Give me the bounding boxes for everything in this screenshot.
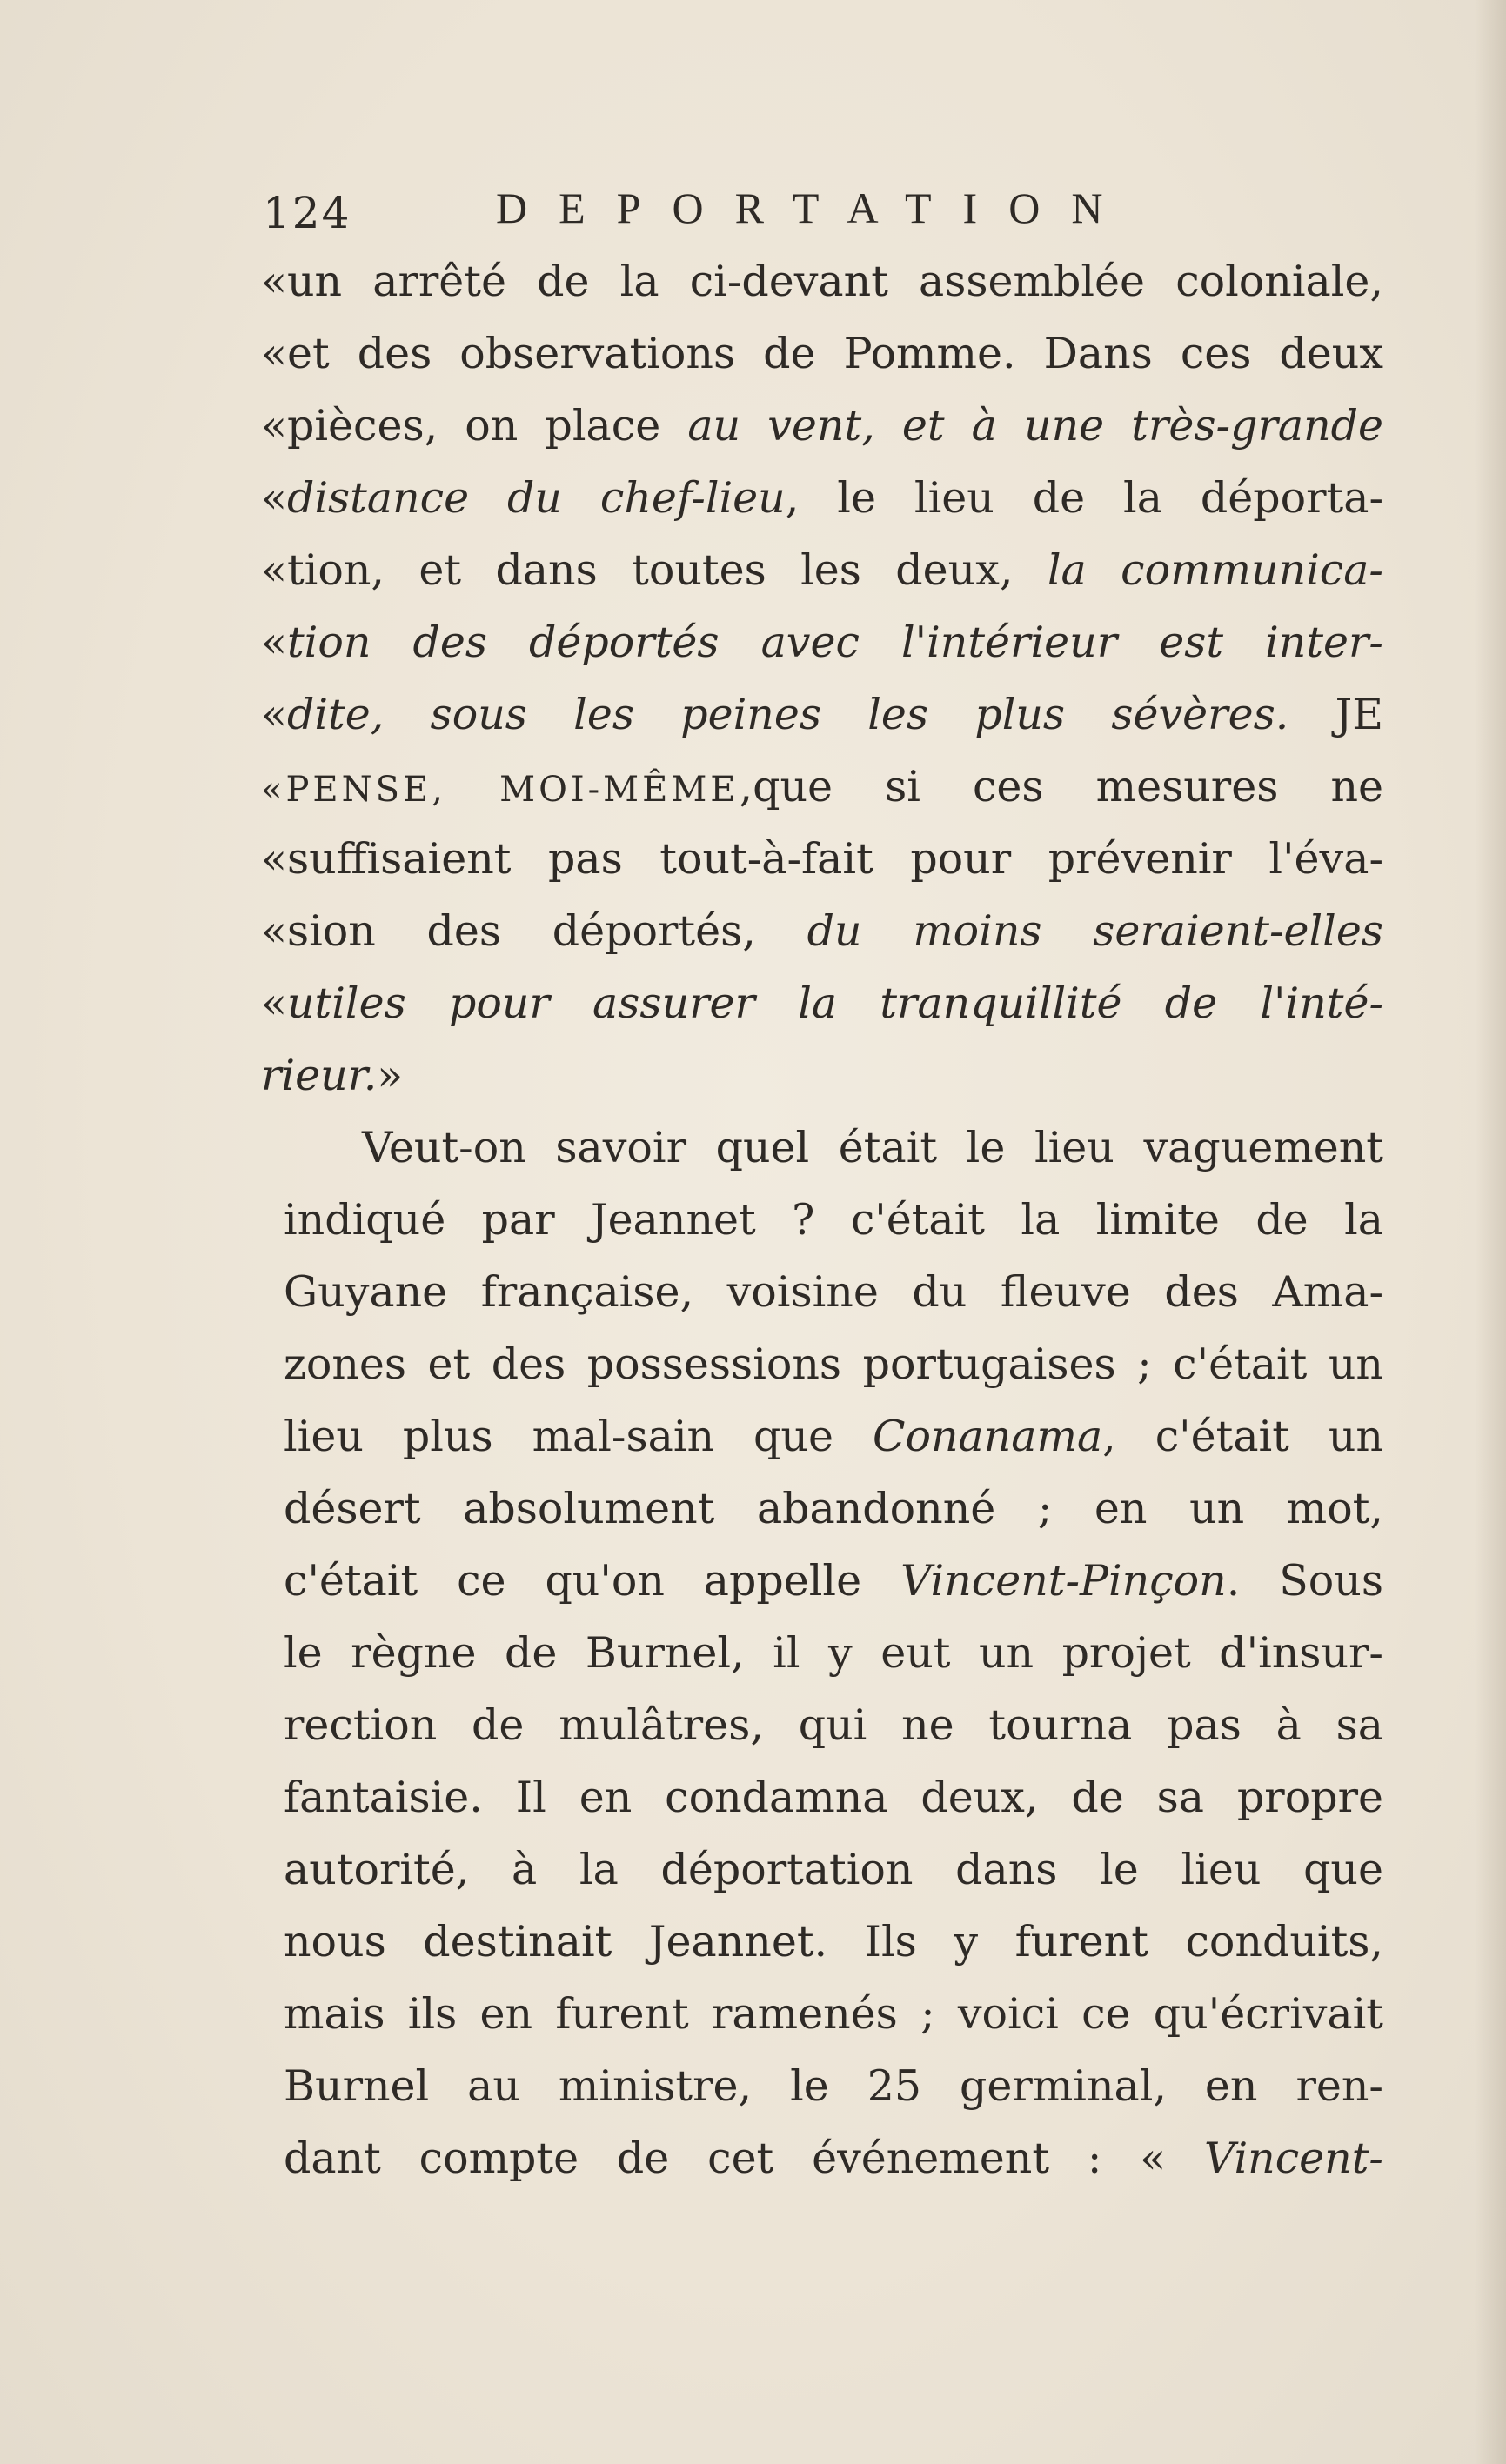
text-span: JE — [1288, 690, 1383, 739]
text-span: zones et des possessions portugaises ; c'était un — [284, 1339, 1383, 1389]
text-line — [261, 1906, 1383, 1978]
italic-span: Vincent- — [1203, 2133, 1383, 2183]
text-line — [261, 1472, 1383, 1545]
text-span: Veut-on savoir quel était le lieu vaguement — [362, 1123, 1383, 1172]
text-span: dant compte de cet événement : « — [284, 2133, 1204, 2183]
text-span: «pièces, on place — [261, 401, 688, 451]
text-span: . Sous — [1226, 1556, 1383, 1606]
text-span: , c'était un — [1102, 1412, 1383, 1461]
text-span: «suffisaient pas tout-à-fait pour prévenir l'éva- — [261, 834, 1383, 884]
italic-span: la communica- — [1047, 545, 1383, 595]
text-line — [261, 1112, 1383, 1184]
text-line — [261, 1617, 1383, 1689]
text-line — [261, 1545, 1383, 1617]
text-line — [261, 2050, 1383, 2122]
italic-span: Conanama — [872, 1412, 1103, 1461]
text-line — [261, 678, 1383, 751]
text-line — [261, 895, 1383, 967]
text-span: , le lieu de la déporta- — [785, 473, 1383, 523]
text-span: autorité, à la déportation dans le lieu que — [284, 1845, 1383, 1894]
text-span: «et des observations de Pomme. Dans ces deux — [261, 329, 1383, 378]
running-header — [263, 183, 1385, 252]
text-line — [261, 1184, 1383, 1256]
italic-span: tion des déportés avec l'intérieur est inter- — [286, 618, 1383, 667]
text-line — [261, 317, 1383, 390]
text-span: «tion, et dans toutes les deux, — [261, 545, 1048, 595]
text-line — [261, 245, 1383, 317]
text-line — [261, 1761, 1383, 1833]
text-span: désert absolument abandonné ; en un mot, — [284, 1484, 1383, 1533]
text-span: fantaisie. Il en condamna deux, de sa propre — [284, 1773, 1383, 1822]
text-span: « — [261, 473, 287, 523]
text-span: lieu plus mal-sain que — [284, 1412, 873, 1461]
text-span: rection de mulâtres, qui ne tourna pas à sa — [284, 1700, 1383, 1750]
text-line — [261, 390, 1383, 462]
text-span: nous destinait Jeannet. Ils y furent conduits, — [284, 1917, 1383, 1967]
text-span: « — [261, 618, 287, 667]
text-line — [261, 462, 1383, 534]
text-line — [261, 1833, 1383, 1906]
italic-span: dite, sous les peines les plus sévères. — [286, 690, 1289, 739]
text-span: c'était ce qu'on appelle — [284, 1556, 901, 1606]
text-span: Guyane française, voisine du fleuve des Ama- — [284, 1267, 1383, 1317]
text-span: indiqué par Jeannet ? c'était la limite de la — [284, 1195, 1383, 1245]
italic-span: du moins seraient-elles — [807, 906, 1383, 956]
text-line — [261, 1328, 1383, 1400]
italic-span: rieur. — [261, 1051, 378, 1100]
text-span: mais ils en furent ramenés ; voici ce qu'écrivait — [284, 1989, 1383, 2039]
italic-span: Vincent-Pinçon — [900, 1556, 1227, 1606]
text-line — [261, 2122, 1383, 2194]
text-span: le règne de Burnel, il y eut un projet d'insur- — [284, 1628, 1383, 1678]
text-span: « — [261, 978, 287, 1028]
small-caps-span: «PENSE, MOI-MÊME — [261, 770, 740, 810]
text-line — [261, 1978, 1383, 2050]
page-edge-shadow — [1475, 0, 1506, 2464]
text-span: « — [261, 690, 287, 739]
running-title: DEPORTATION — [496, 184, 1135, 232]
italic-span: au vent, et à une très-grande — [687, 401, 1383, 451]
text-span: » — [377, 1051, 404, 1100]
italic-span: distance du chef-lieu — [286, 473, 786, 523]
text-line — [261, 606, 1383, 678]
text-span: Burnel au ministre, le 25 germinal, en ren- — [284, 2061, 1383, 2111]
text-line — [261, 1039, 1383, 1112]
text-span: «un arrêté de la ci-devant assemblée coloniale, — [261, 257, 1383, 306]
text-line — [261, 1689, 1383, 1761]
text-line — [261, 751, 1383, 823]
text-span: ,que si ces mesures ne — [739, 762, 1383, 811]
text-line — [261, 967, 1383, 1039]
text-span: «sion des déportés, — [261, 906, 807, 956]
page-number: 124 — [263, 188, 351, 238]
text-line — [261, 823, 1383, 895]
italic-span: utiles pour assurer la tranquillité de l'inté- — [286, 978, 1383, 1028]
text-line — [261, 1256, 1383, 1328]
text-line — [261, 534, 1383, 606]
body-text — [261, 245, 1383, 2194]
text-line — [261, 1400, 1383, 1472]
